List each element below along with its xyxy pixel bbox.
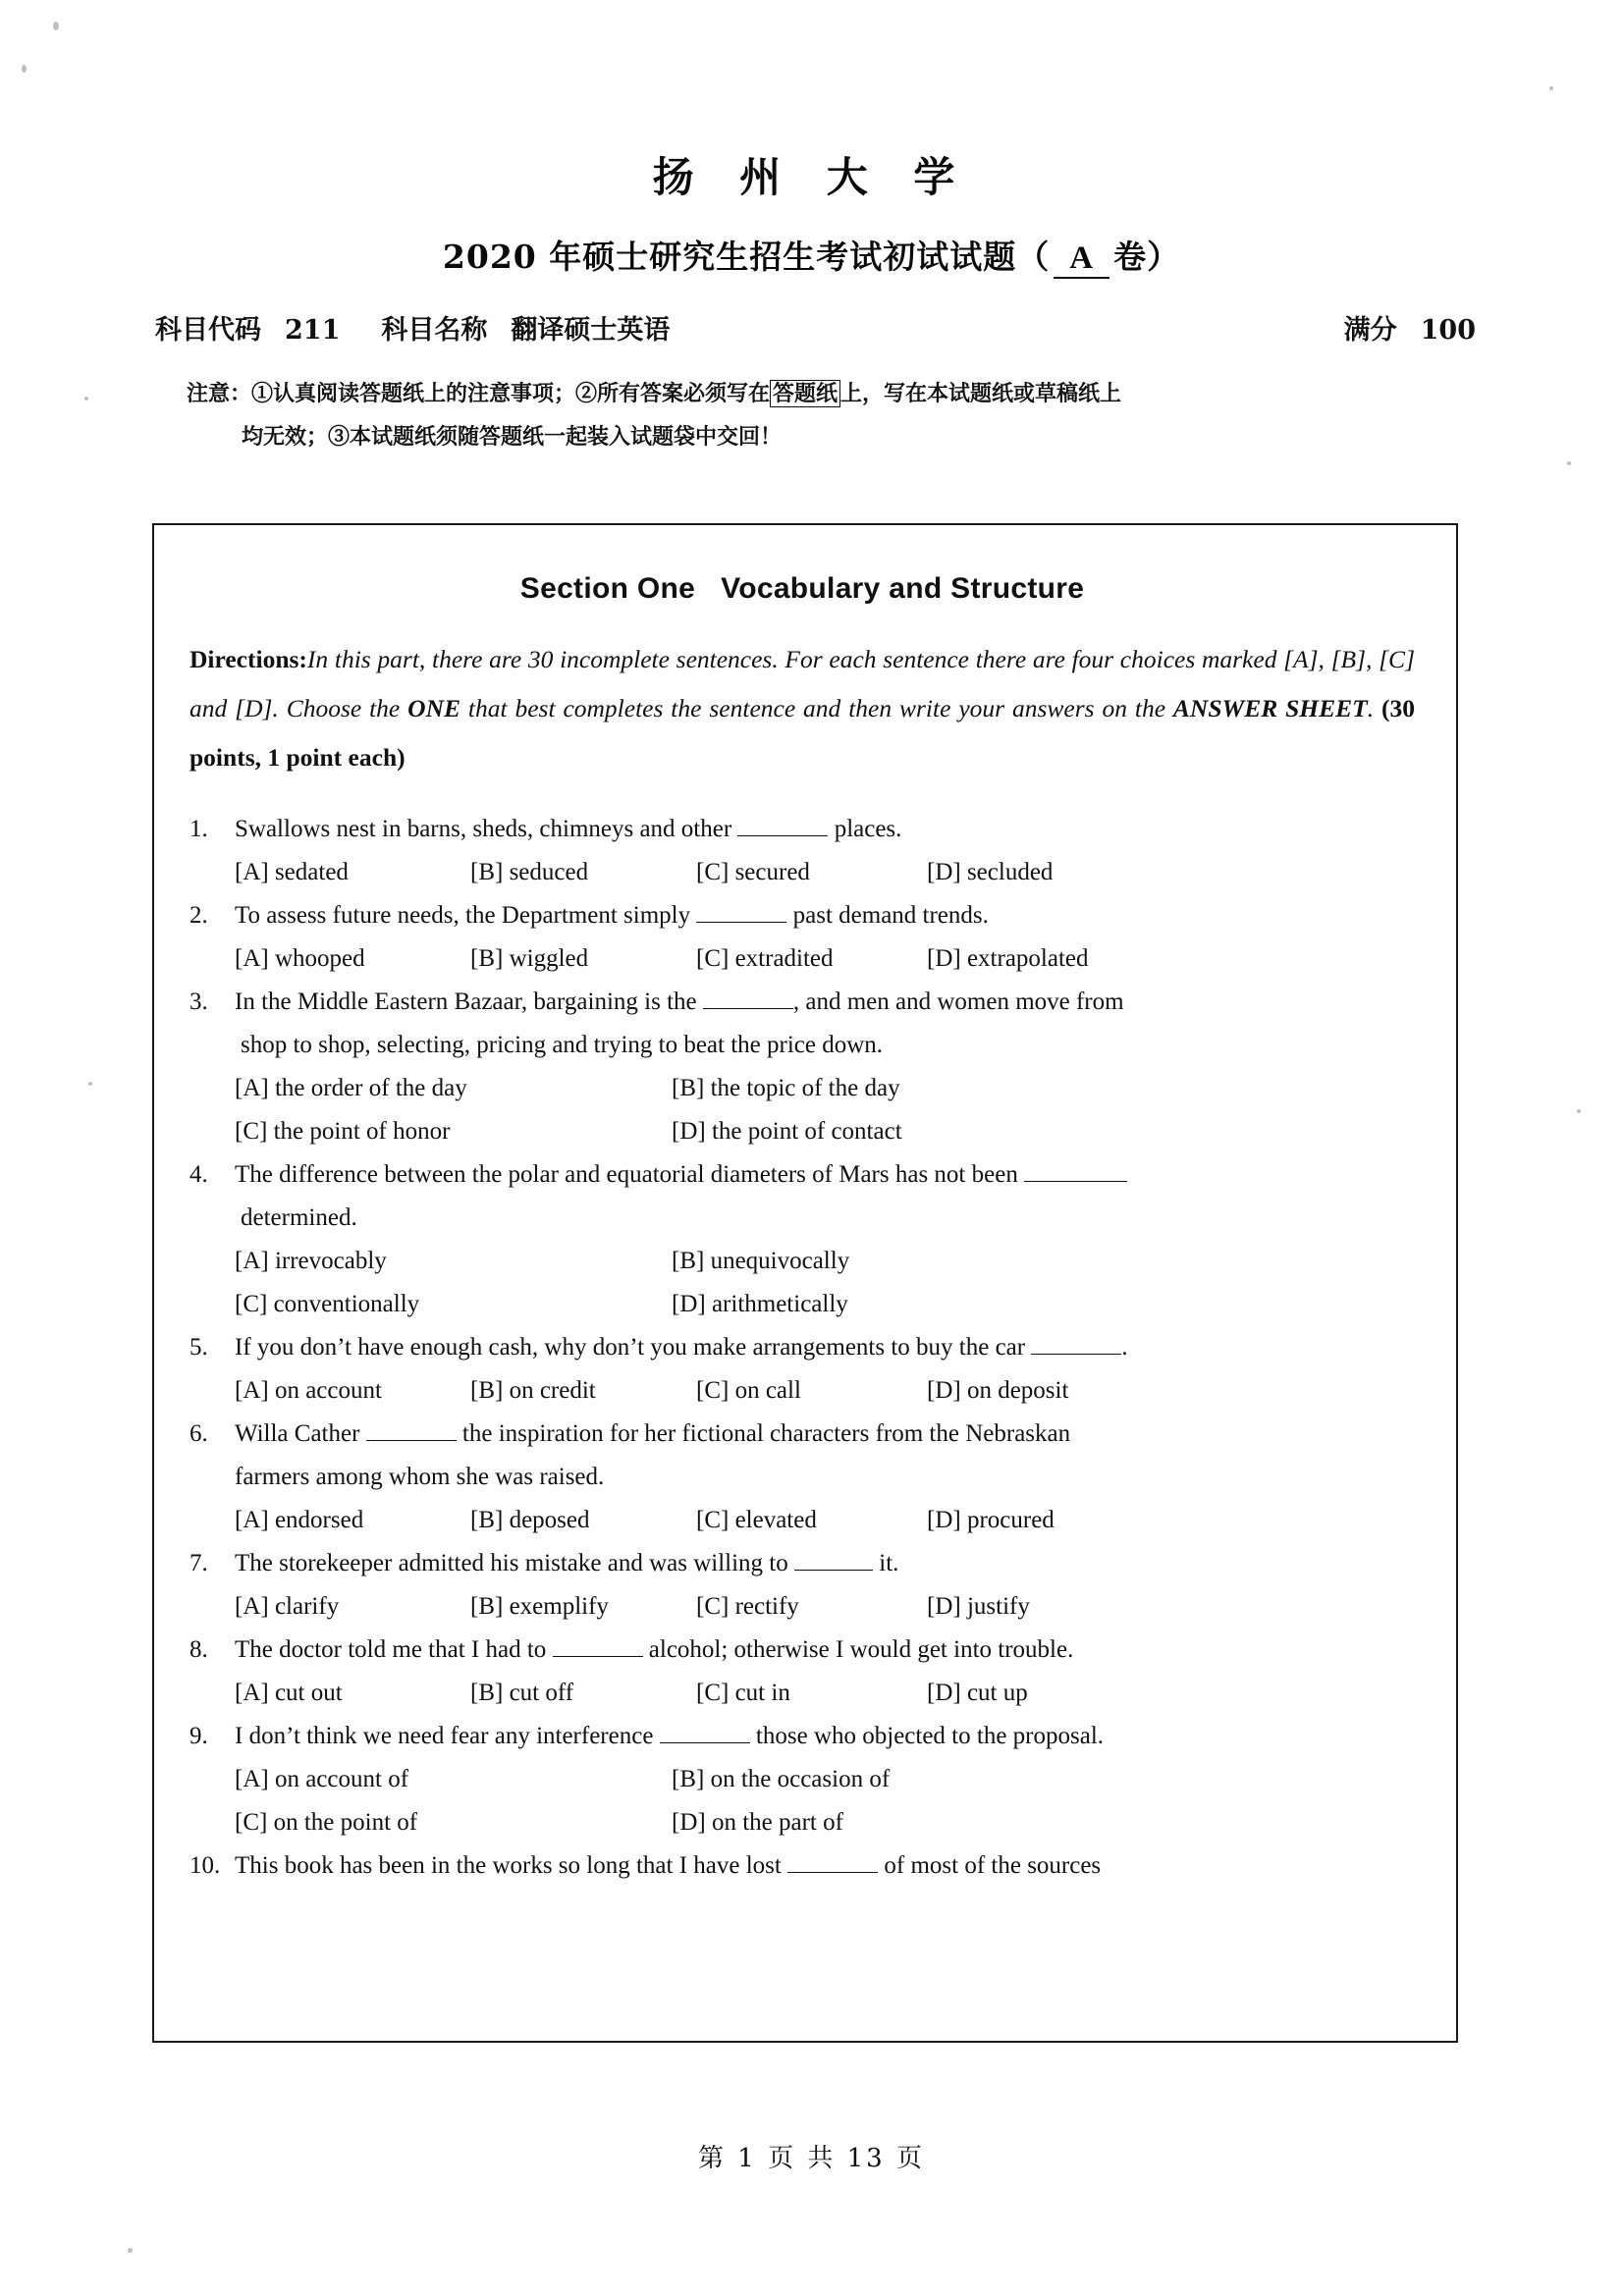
question-continuation: shop to shop, selecting, pricing and trying to beat the price down. [241,1032,884,1058]
stem-text-after-blank: places. [828,816,902,842]
question-number: 10. [189,1852,221,1879]
stem-text-before-blank: Willa Cather [235,1420,366,1447]
option-c[interactable]: [C] secured [696,859,810,885]
question-stem [235,981,1415,1024]
question-stem [235,1542,1415,1585]
stem-text-before-blank: Swallows nest in barns, sheds, chimneys and other [235,816,738,842]
scan-speck [22,65,27,73]
full-marks-label: 满分 [1343,315,1397,346]
section-heading [189,572,1415,606]
question-item [189,1844,1415,1888]
question-continuation: determined. [241,1204,357,1231]
option-c[interactable]: [C] cut in [696,1680,790,1706]
scan-speck [53,22,59,30]
stem-text-before-blank: To assess future needs, the Department simply [235,902,697,929]
question-number: 6. [189,1420,208,1447]
notice-line2: 均无效；③本试题纸须随答题纸一起装入试题袋中交回！ [242,424,783,450]
scan-speck [1549,86,1553,90]
directions-paragraph [189,635,1415,782]
directions-text-1: In this part, there are 30 incomplete sentences. For each sentence there are four choices marked [A], [B], [C] and [D]. Choose the [189,645,1415,722]
option-a[interactable]: [A] cut out [235,1680,343,1706]
option-a[interactable]: [A] irrevocably [235,1248,387,1274]
scan-speck [88,1082,92,1086]
question-number: 1. [189,816,208,842]
option-row [189,1240,1415,1283]
stem-text-after-blank: . [1121,1334,1128,1361]
option-b[interactable]: [B] unequivocally [672,1248,850,1274]
option-row [189,1801,1415,1844]
subject-code-label: 科目代码 [155,315,261,346]
option-b[interactable]: [B] exemplify [470,1593,609,1620]
answer-blank [1024,1181,1127,1182]
option-a[interactable]: [A] clarify [235,1593,340,1620]
option-d[interactable]: [D] cut up [927,1680,1028,1706]
option-d[interactable]: [D] justify [927,1593,1030,1620]
option-a[interactable]: [A] on account [235,1377,382,1404]
option-c[interactable]: [C] on the point of [235,1809,418,1836]
option-a[interactable]: [A] the order of the day [235,1075,467,1101]
option-a[interactable]: [A] endorsed [235,1507,364,1533]
option-a[interactable]: [A] whooped [235,945,365,972]
directions-text-3: . [1367,694,1382,722]
stem-text-before-blank: The storekeeper admitted his mistake and was willing to [235,1550,794,1576]
option-c[interactable]: [C] elevated [696,1507,817,1533]
question-number: 5. [189,1334,208,1361]
question-number: 9. [189,1723,208,1749]
stem-text-before-blank: The difference between the polar and equatorial diameters of Mars has not been [235,1161,1025,1188]
scan-speck [1577,1109,1581,1113]
exam-title-suffix: 卷） [1113,238,1181,276]
answer-blank [787,1872,878,1873]
question-stem [235,1844,1415,1888]
notice-label: 注意： [187,381,252,406]
subject-code-value: 211 [285,315,341,346]
directions-text-2: that best completes the sentence and then write your answers on the [460,694,1173,722]
question-number: 4. [189,1161,208,1188]
option-row [189,851,1415,894]
option-c[interactable]: [C] on call [696,1377,801,1404]
page-footer: 第 1 页 共 13 页 [698,2144,925,2173]
section-heading-part1: Section One [519,572,696,605]
option-a[interactable]: [A] sedated [235,859,349,885]
option-row [189,937,1415,981]
subject-name-value: 翻译硕士英语 [511,315,671,346]
question-item [189,1153,1415,1197]
question-stem [235,1629,1415,1672]
answer-blank [737,835,828,836]
stem-text-before-blank: This book has been in the works so long that I have lost [235,1852,788,1879]
paper-code-value: A [1054,240,1109,279]
option-d[interactable]: [D] extrapolated [927,945,1089,972]
answer-blank [660,1742,750,1743]
stem-text-after-blank: , and men and women move from [792,988,1124,1015]
stem-text-after-blank: alcohol; otherwise I would get into trouble. [642,1636,1074,1663]
option-d[interactable]: [D] on the part of [672,1809,843,1836]
option-row [189,1758,1415,1801]
option-row [189,1369,1415,1413]
option-c[interactable]: [C] the point of honor [235,1118,451,1145]
subject-name-label: 科目名称 [381,315,488,346]
question-number: 8. [189,1636,208,1663]
directions-points: (30 points, 1 point each) [189,694,1416,772]
option-b[interactable]: [B] on credit [470,1377,596,1404]
stem-text-before-blank: In the Middle Eastern Bazaar, bargaining is the [235,988,703,1015]
stem-text-after-blank: those who objected to the proposal. [749,1723,1105,1749]
question-item [189,1542,1415,1585]
question-stem [235,1715,1415,1758]
question-list [189,808,1415,1888]
question-item [189,1413,1415,1456]
stem-text-after-blank: the inspiration for her fictional characters from the Nebraskan [456,1420,1071,1447]
full-marks-value: 100 [1420,315,1476,346]
question-stem [235,1153,1415,1197]
option-d[interactable]: [D] arithmetically [672,1291,848,1317]
directions-label: Directions: [189,645,307,673]
option-d[interactable]: [D] the point of contact [672,1118,902,1145]
option-row [189,1499,1415,1542]
option-row [189,1585,1415,1629]
answer-blank [366,1440,457,1441]
scan-speck [128,2248,133,2253]
option-b[interactable]: [B] seduced [470,859,589,885]
option-d[interactable]: [D] on deposit [927,1377,1069,1404]
question-stem [235,894,1415,937]
question-item [189,894,1415,937]
directions-emphasis-one: ONE [407,694,460,722]
question-stem [235,808,1415,851]
question-stem [235,1326,1415,1369]
question-item [189,981,1415,1024]
option-a[interactable]: [A] on account of [235,1766,409,1792]
exam-title [0,204,1623,279]
scan-speck [84,397,88,400]
option-c[interactable]: [C] conventionally [235,1291,420,1317]
option-b[interactable]: [B] on the occasion of [672,1766,891,1792]
question-number: 7. [189,1550,208,1576]
exam-title-prefix: 2020 年硕士研究生招生考试初试试题（ [442,238,1051,276]
option-b[interactable]: [B] deposed [470,1507,590,1533]
question-item [189,808,1415,851]
stem-text-after-blank: it. [873,1550,899,1576]
option-d[interactable]: [D] secluded [927,859,1054,885]
option-b[interactable]: [B] the topic of the day [672,1075,900,1101]
answer-blank [703,1008,793,1009]
stem-text-before-blank: The doctor told me that I had to [235,1636,553,1663]
exam-content-box [152,523,1458,2043]
notice-boxed-term: 答题纸 [770,380,840,407]
notice-line1-part-a: ①认真阅读答题纸上的注意事项；②所有答案必须写在 [251,381,771,406]
option-b[interactable]: [B] cut off [470,1680,574,1706]
question-stem [235,1413,1415,1456]
question-item [189,1629,1415,1672]
option-b[interactable]: [B] wiggled [470,945,589,972]
university-title: 扬 州 大 学 [652,153,971,201]
question-number: 2. [189,902,208,929]
answer-blank [794,1570,873,1571]
question-item [189,1326,1415,1369]
notice-block [0,347,1623,458]
option-c[interactable]: [C] extradited [696,945,834,972]
option-c[interactable]: [C] rectify [696,1593,799,1620]
option-d[interactable]: [D] procured [927,1507,1055,1533]
directions-emphasis-answer-sheet: ANSWER SHEET [1172,694,1368,722]
stem-text-after-blank: of most of the sources [878,1852,1102,1879]
question-number: 3. [189,988,208,1015]
subject-info-line [0,279,1623,347]
question-continuation: farmers among whom she was raised. [235,1464,605,1490]
option-row [189,1672,1415,1715]
option-row [189,1283,1415,1326]
option-row [189,1110,1415,1153]
option-row [189,1067,1415,1110]
scan-speck [1567,461,1571,465]
answer-blank [696,922,786,923]
answer-blank [1031,1354,1121,1355]
section-heading-part2: Vocabulary and Structure [721,572,1085,605]
stem-text-before-blank: I don’t think we need fear any interference [235,1723,660,1749]
answer-blank [553,1656,643,1657]
stem-text-after-blank: past demand trends. [786,902,989,929]
stem-text-before-blank: If you don’t have enough cash, why don’t you make arrangements to buy the car [235,1334,1032,1361]
notice-line1-part-b: 上，写在本试题纸或草稿纸上 [840,381,1122,406]
question-item [189,1715,1415,1758]
